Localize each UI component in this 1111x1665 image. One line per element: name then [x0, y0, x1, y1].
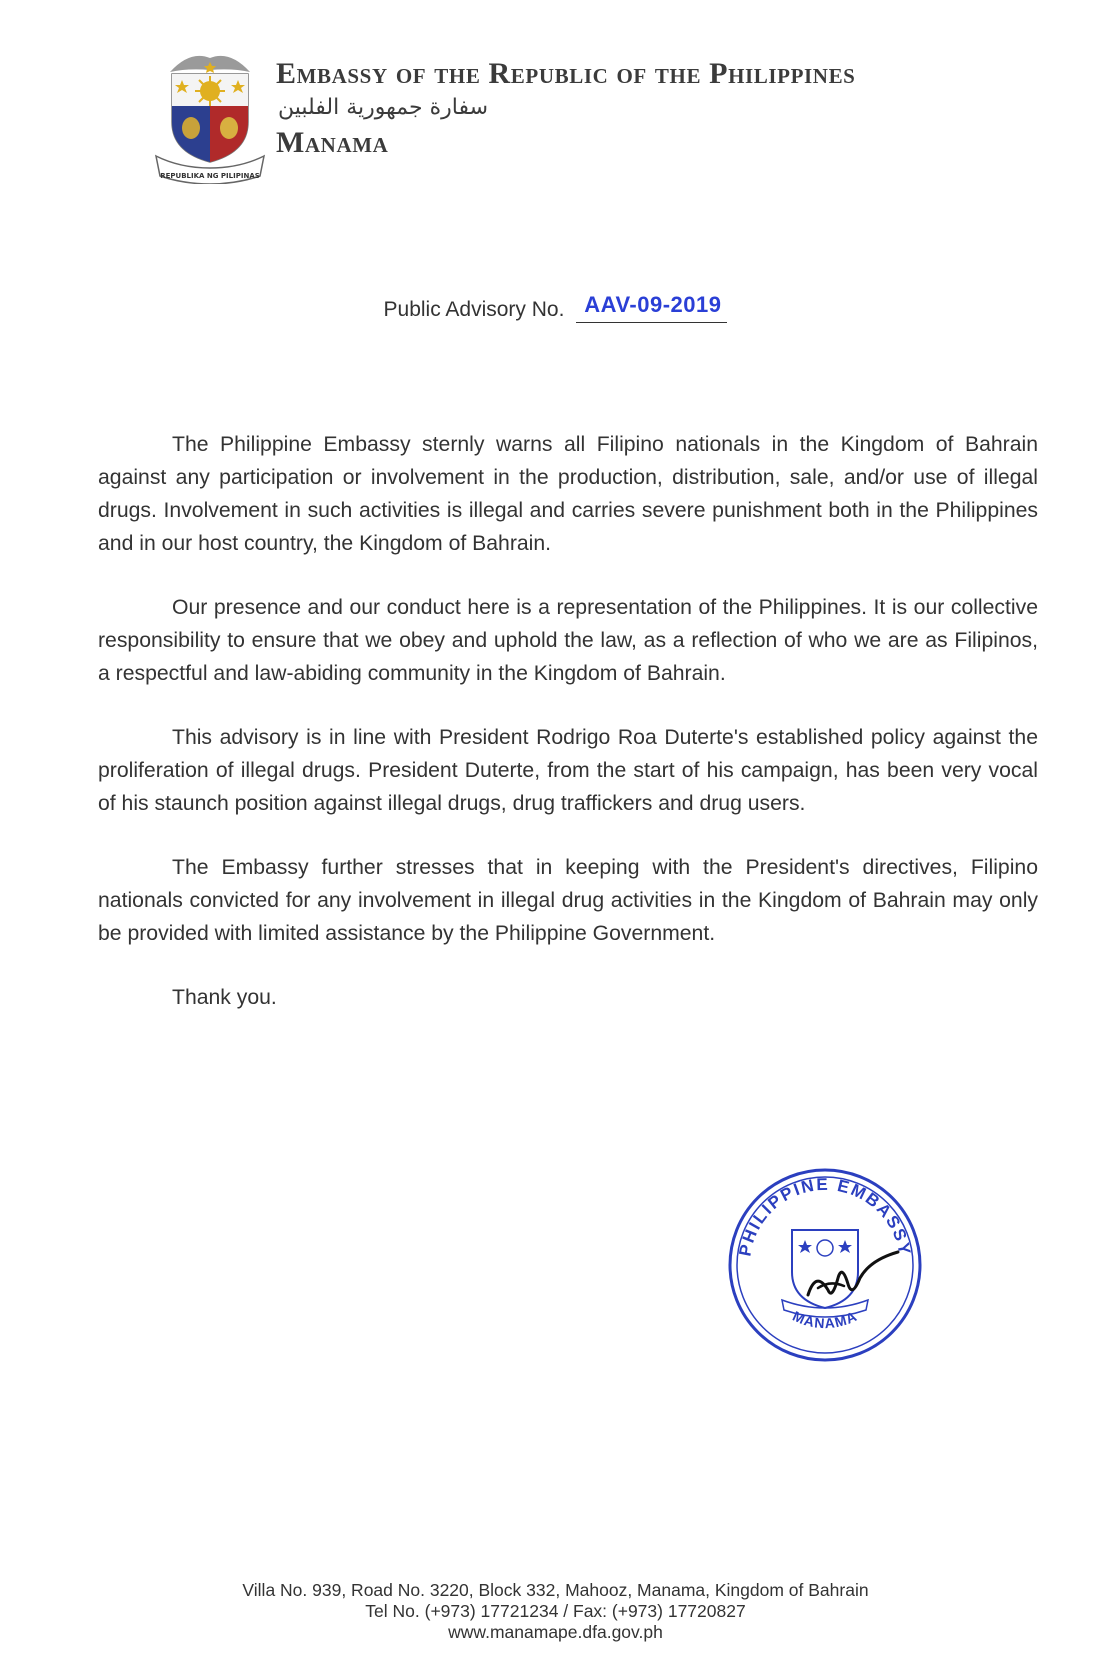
- signature: [808, 1252, 898, 1295]
- svg-text:MANAMA: [790, 1308, 860, 1332]
- footer-contact: Tel No. (+973) 17721234 / Fax: (+973) 17720827: [365, 1601, 746, 1621]
- footer-address: Villa No. 939, Road No. 3220, Block 332, Mahooz, Manama, Kingdom of Bahrain: [242, 1580, 869, 1600]
- advisory-number: AAV-09-2019: [576, 292, 727, 323]
- footer-website: www.manamape.dfa.gov.ph: [448, 1622, 663, 1642]
- letterhead-text: [276, 58, 1016, 160]
- embassy-name-english: Embassy of the Republic of the Philippines: [276, 57, 856, 90]
- embassy-name-arabic: سفارة جمهورية الفلبين: [278, 95, 489, 120]
- closing-line: Thank you.: [172, 986, 277, 1009]
- body-paragraph: The Philippine Embassy sternly warns all Filipino nationals in the Kingdom of Bahrain against any participation or involvement in the production, distribution, sale, and/or use of illegal drugs. Involvement in such activities is illegal and carries severe punishment both in the Philippines and in our host country, the Kingdom of Bahrain.: [98, 433, 1038, 555]
- stamp-bottom-text: MANAMA: [790, 1307, 860, 1332]
- advisory-title: [0, 292, 1111, 327]
- philippine-coat-of-arms-logo: [150, 44, 270, 184]
- letterhead: [150, 44, 1010, 184]
- body-paragraph: Our presence and our conduct here is a representation of the Philippines. It is our collective responsibility to ensure that we obey and uphold the law, as a reflection of who we are as Filipinos, a respectful and law-abiding community in the Kingdom of Bahrain.: [98, 596, 1038, 685]
- body-paragraph: The Embassy further stresses that in keeping with the President's directives, Filipino nationals convicted for any involvement in illegal drug activities in the Kingdom of Bahrain may only be provided with limited assistance by the Philippine Government.: [98, 856, 1038, 945]
- embassy-city: Manama: [276, 126, 389, 159]
- advisory-label: Public Advisory No.: [383, 298, 565, 321]
- advisory-body: [98, 428, 1038, 1045]
- body-paragraph: This advisory is in line with President Rodrigo Roa Duterte's established policy against the proliferation of illegal drugs. President Duterte, from the start of his campaign, has been very vocal of his staunch position against illegal drugs, drug traffickers and drug users.: [98, 726, 1038, 815]
- footer: [0, 1580, 1111, 1643]
- svg-text:PHILIPPINE EMBASSY: [735, 1175, 914, 1258]
- embassy-stamp: [720, 1160, 930, 1370]
- seal-scroll-text: REPUBLIKA NG PILIPINAS: [160, 172, 260, 180]
- stamp-top-text: PHILIPPINE EMBASSY: [735, 1174, 915, 1258]
